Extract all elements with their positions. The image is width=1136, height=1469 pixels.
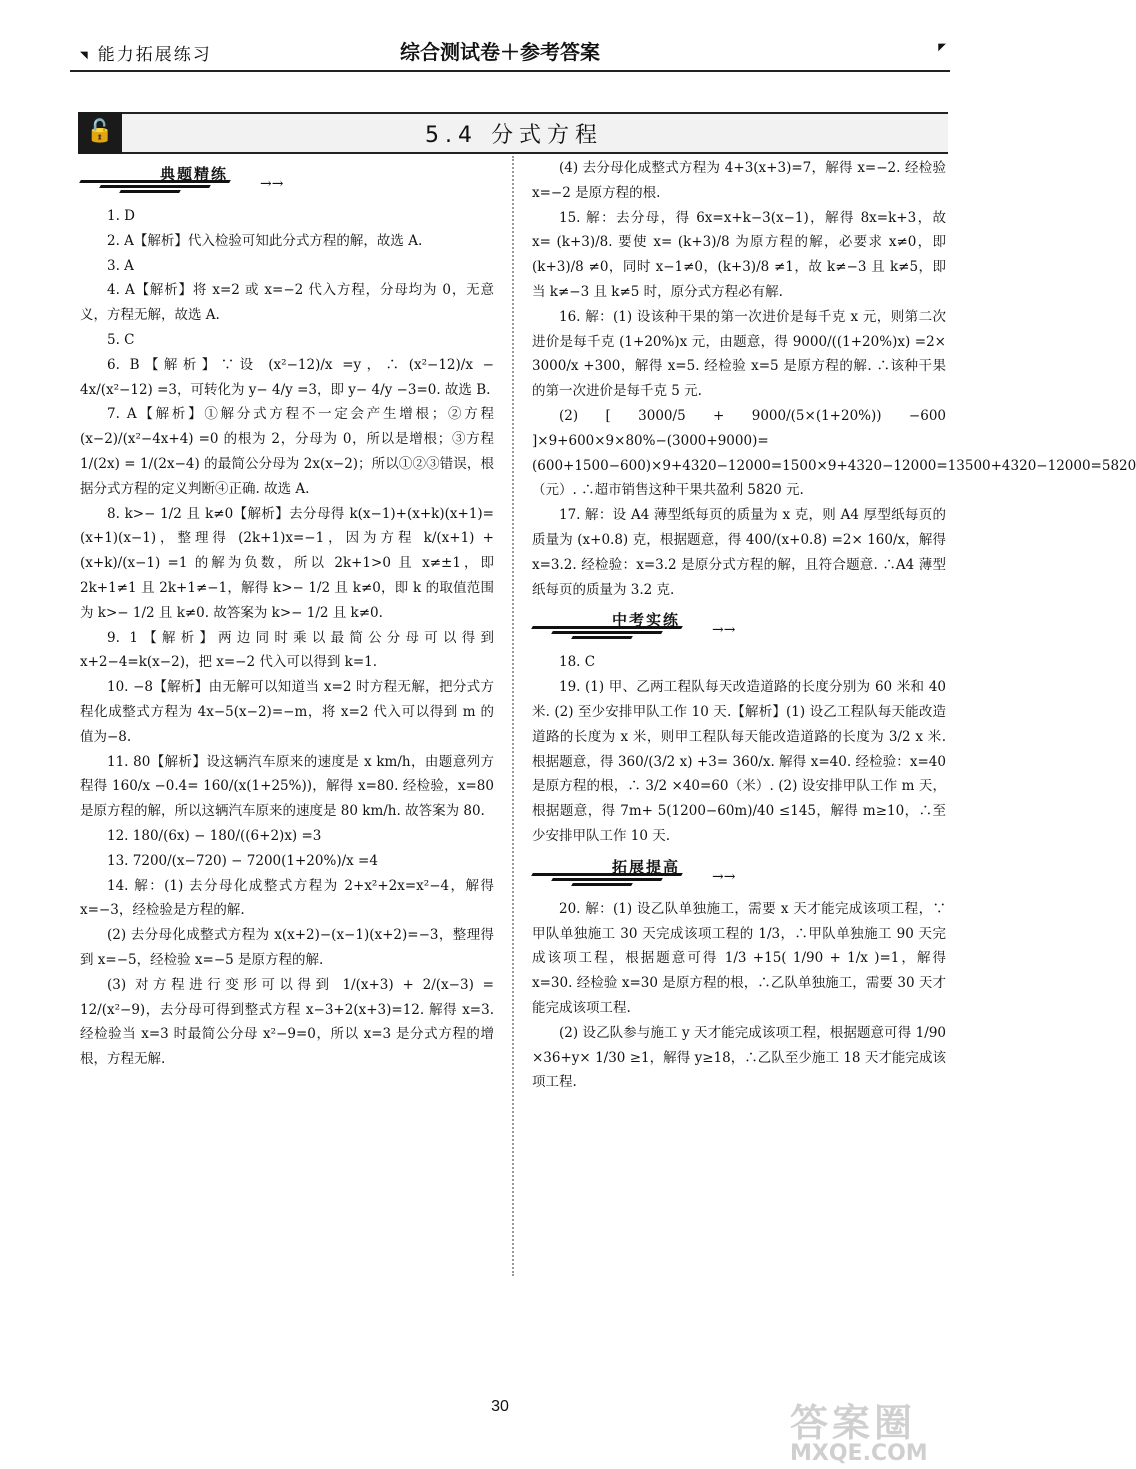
answer-item: (3) 对方程进行变形可以得到 1/(x+3) + 2/(x−3) = 12/(x²−9)，去分母可得到整式方程 x−3+2(x+3)=12. 解得 x=3. 经检验当 x=3 时最简公分母 x²−9=0，所以 x=3 是分式方程的增根，方程无解. [80,976,494,1068]
column-divider [512,156,514,1276]
watermark-logo [790,1392,970,1466]
arrow-icon: →→ [712,622,736,639]
answer-item: (2) [ 3000/5 + 9000/(5×(1+20%)) −600 ]×9+600×9×80%−(3000+9000)=(600+1500−600)×9+4320−12000=1500×9+4320−12000=13500+4320−12000=5820（元）. ∴超市销售这种干果共盈利 5820 元. [532,407,1136,499]
subsection-heading [532,851,946,891]
header-rule [70,70,950,72]
answer-item: 6. B【解析】∵设 (x²−12)/x =y，∴ (x²−12)/x − 4x/(x²−12) =3，可转化为 y− 4/y =3，即 y− 4/y −3=0. 故选 B. [80,356,494,398]
answer-item: 16. 解：(1) 设该种干果的第一次进价是每千克 x 元，则第二次进价是每千克 (1+20%)x 元，由题意，得 9000/((1+20%)x) =2× 3000/x +300，解得 x=5. 经检验 x=5 是原方程的解. ∴该种干果的第一次进价是每千克 5 元. [532,308,946,400]
section-bar [80,112,948,154]
subsection-label: 典题精练 [160,165,229,183]
answer-item: 11. 80【解析】设这辆汽车原来的速度是 x km/h，由题意列方程得 160/x −0.4= 160/(x(1+25%))，解得 x=80. 经检验，x=80 是原方程的解，所以这辆汽车原来的速度是 80 km/h. 故答案为 80. [80,753,494,820]
answer-item: 5. C [107,331,135,348]
answer-item: 14. 解：(1) 去分母化成整式方程为 2+x²+2x=x²−4，解得 x=−3，经检验是方程的解. [80,877,494,919]
subsection-label: 拓展提高 [612,857,681,876]
answer-item: 7. A【解析】①解分式方程不一定会产生增根；②方程 (x−2)/(x²−4x+4) =0 的根为 2，分母为 0，所以是增根；③方程 1/(2x) = 1/(2x−4) 的最简公分母为 2x(x−2)；所以①②③错误，根据分式方程的定义判断④正确. 故选 A. [80,406,494,497]
arrow-icon: →→ [260,176,284,192]
section-title: 5.4 分式方程 [425,123,603,148]
page-number: 30 [491,1398,509,1415]
subsection-label: 中考实练 [612,611,681,630]
answer-item: 4. A【解析】将 x=2 或 x=−2 代入方程，分母均为 0，无意义，方程无解，故选 A. [80,282,494,324]
answer-item: 18. C [559,654,596,671]
page-header [70,32,950,66]
subsection-heading [532,604,946,644]
arrow-icon: →→ [712,868,736,885]
header-right-mark: ◤ [938,42,946,53]
answer-item: (4) 去分母化成整式方程为 4+3(x+3)=7，解得 x=−2. 经检验 x=−2 是原方程的根. [532,160,946,201]
answer-item: 13. 7200/(x−720) − 7200(1+20%)/x =4 [107,852,378,869]
answer-item: 8. k>− 1/2 且 k≠0【解析】去分母得 k(x−1)+(x+k)(x+1)=(x+1)(x−1)，整理得 (2k+1)x=−1，因为方程 k/(x+1) + (x+k)/(x−1) =1 的解为负数，所以 2k+1>0 且 x≠±1，即 2k+1≠1 且 2k+1≠−1，解得 k>− 1/2 且 k≠0，即 k 的取值范围为 k>− 1/2 且 k≠0. 故答案为 k>− 1/2 且 k≠0. [80,505,494,621]
answer-item: 2. A【解析】代入检验可知此分式方程的解，故选 A. [107,232,423,249]
header-center-title: 综合测试卷＋参考答案 [400,40,600,64]
right-column [532,156,1136,1095]
answer-item: 17. 解：设 A4 薄型纸每页的质量为 x 克，则 A4 厚型纸每页的质量为 (x+0.8) 克，根据题意，得 400/(x+0.8) =2× 160/x，解得 x=3.2. 经检验：x=3.2 是原分式方程的解，且符合题意. ∴A4 薄型纸每页的质量为 3.2 克. [532,507,946,598]
answer-item: (2) 去分母化成整式方程为 x(x+2)−(x−1)(x+2)=−3，整理得到 x=−5，经检验 x=−5 是原方程的解. [80,927,494,968]
watermark-line1: 答案圈 [790,1401,917,1445]
subsection-heading [80,158,494,198]
answer-item: 3. A [107,257,134,274]
answer-item: (2) 设乙队参与施工 y 天才能完成该项工程，根据题意可得 1/90 ×36+y× 1/30 ≥1，解得 y≥18，∴乙队至少施工 18 天才能完成该项工程. [532,1024,946,1091]
answer-item: 1. D [107,208,135,224]
answer-item: 15. 解：去分母，得 6x=x+k−3(x−1)，解得 8x=k+3，故 x= (k+3)/8. 要使 x= (k+3)/8 为原方程的解，必要求 x≠0，即 (k+3)/8 ≠0，同时 x−1≠0，(k+3)/8 ≠1，故 k≠−3 且 k≠5，即当 k≠−3 且 k≠5 时，原分式方程必有解. [532,209,946,300]
watermark-line2: MXQE.COM [790,1441,928,1466]
lock-icon: 🔓 [78,112,122,154]
header-left-title: ◥ 能力拓展练习 [80,40,212,65]
answer-item: 20. 解：(1) 设乙队单独施工，需要 x 天才能完成该项工程，∵甲队单独施工 30 天完成该项工程的 1/3，∴甲队单独施工 90 天完成该项工程，根据题意可得 1/3 +15( 1/90 + 1/x )=1，解得 x=30. 经检验 x=30 是原方程的根，∴乙队单独施工，需要 30 天才能完成该项工程. [532,900,946,1016]
answer-item: 19. (1) 甲、乙两工程队每天改造道路的长度分别为 60 米和 40 米. (2) 至少安排甲队工作 10 天.【解析】(1) 设乙工程队每天能改造道路的长度为 x 米，则甲工程队每天能改造道路的长度为 3/2 x 米. 根据题意，得 360/(3/2 x) +3= 360/x. 解得 x=40. 经检验：x=40 是原方程的根，∴ 3/2 ×40=60（米）. (2) 设安排甲队工作 m 天，根据题意，得 7m+ 5(1200−60m)/40 ≤145，解得 m≥10，∴至少安排甲队工作 10 天. [532,679,946,844]
answer-item: 12. 180/(6x) − 180/((6+2)x) =3 [107,827,322,844]
left-column [80,156,494,1072]
answer-item: 10. −8【解析】由无解可以知道当 x=2 时方程无解，把分式方程化成整式方程为 4x−5(x−2)=−m，将 x=2 代入可以得到 m 的值为−8. [80,679,494,745]
answer-item: 9. 1【解析】两边同时乘以最简公分母可以得到 x+2−4=k(x−2)，把 x=−2 代入可以得到 k=1. [80,629,494,671]
